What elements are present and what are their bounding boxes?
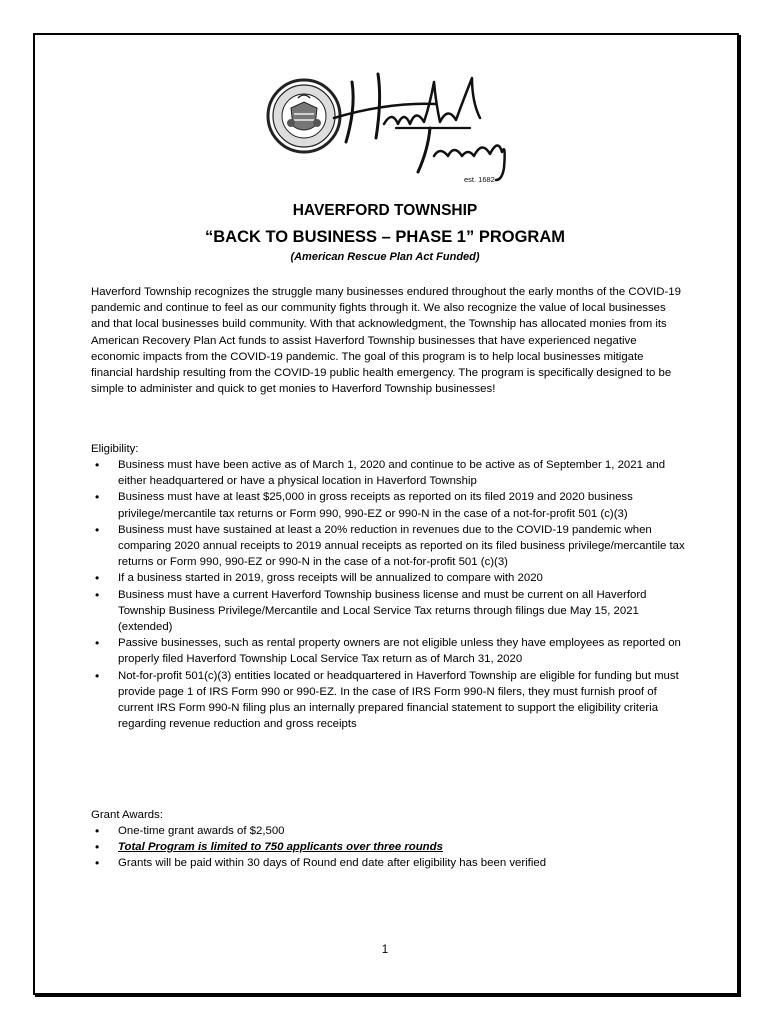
title-line-3: (American Rescue Plan Act Funded) — [290, 251, 480, 263]
list-item: • Business must have been active as of March 1, 2020 and continue to be active as of September 1, 2021 and either headquartered or have a physical location in Haverford Township — [91, 457, 685, 489]
list-item: • Business must have a current Haverford Township business license and must be current on all Haverford Township Business Privilege/Mercantile and Local Service Tax returns through filings due May 15, 2021 (extended) — [91, 587, 685, 636]
grant-awards-heading: Grant Awards: — [91, 809, 163, 821]
list-item: • If a business started in 2019, gross receipts will be annualized to compare with 2020 — [91, 570, 685, 586]
script-wordmark — [334, 74, 505, 180]
eligibility-heading: Eligibility: — [91, 443, 139, 455]
township-logo — [258, 68, 518, 186]
list-item: • One-time grant awards of $2,500 — [91, 823, 685, 839]
list-item: • Business must have sustained at least a 20% reduction in revenues due to the COVID-19 pandemic when comparing 2020 annual receipts to 2019 annual receipts as reported on its filed business privilege/mercantile tax returns or Form 990, 990-EZ or 990-N in the case of a not-for-profit 501 (c)(3) — [91, 522, 685, 571]
list-item — [91, 839, 685, 855]
list-item: • Not-for-profit 501(c)(3) entities located or headquartered in Haverford Township are eligible for funding but must provide page 1 of IRS Form 990 or 990-EZ. In the case of IRS Form 990-N filers, they must furnish proof of current IRS Form 990-N filing plus an internally prepared financial statement to support the eligibility criteria regarding revenue reduction and gross receipts — [91, 668, 685, 733]
list-item: • Passive businesses, such as rental property owners are not eligible unless they have employees as reported on properly filed Haverford Township Local Service Tax return as of March 31, 2020 — [91, 635, 685, 667]
est-text: est. 1682 — [464, 175, 495, 184]
program-limit-text: Total Program is limited to 750 applicants over three rounds — [118, 841, 443, 854]
eligibility-list — [91, 457, 685, 732]
page-number: 1 — [381, 944, 389, 956]
intro-paragraph: Haverford Township recognizes the struggle many businesses endured throughout the early months of the COVID-19 pandemic and continue to feel as our community fights through it. We also recognize the value of local businesses and that local businesses build community. With that acknowledgment, the Township has allocated monies from its American Recovery Plan Act funds to assist Haverford Township businesses that have experienced negative economic impacts from the COVID-19 pandemic. The goal of this program is to help local businesses mitigate financial hardship resulting from the COVID-19 public health emergency. The program is specifically designed to be simple to administer and quick to get monies to Haverford Township businesses! — [91, 286, 681, 396]
title-line-1: HAVERFORD TOWNSHIP — [292, 202, 478, 219]
township-seal — [268, 80, 340, 152]
title-line-2: “BACK TO BUSINESS – PHASE 1” PROGRAM — [204, 228, 565, 246]
grant-awards-list — [91, 823, 685, 872]
list-item: • Business must have at least $25,000 in gross receipts as reported on its filed 2019 and 2020 business privilege/mercantile tax returns or Form 990, 990-EZ or 990-N in the case of a not-for-profit 501 (c)(3) — [91, 489, 685, 521]
list-item: • Grants will be paid within 30 days of Round end date after eligibility has been verified — [91, 855, 685, 871]
